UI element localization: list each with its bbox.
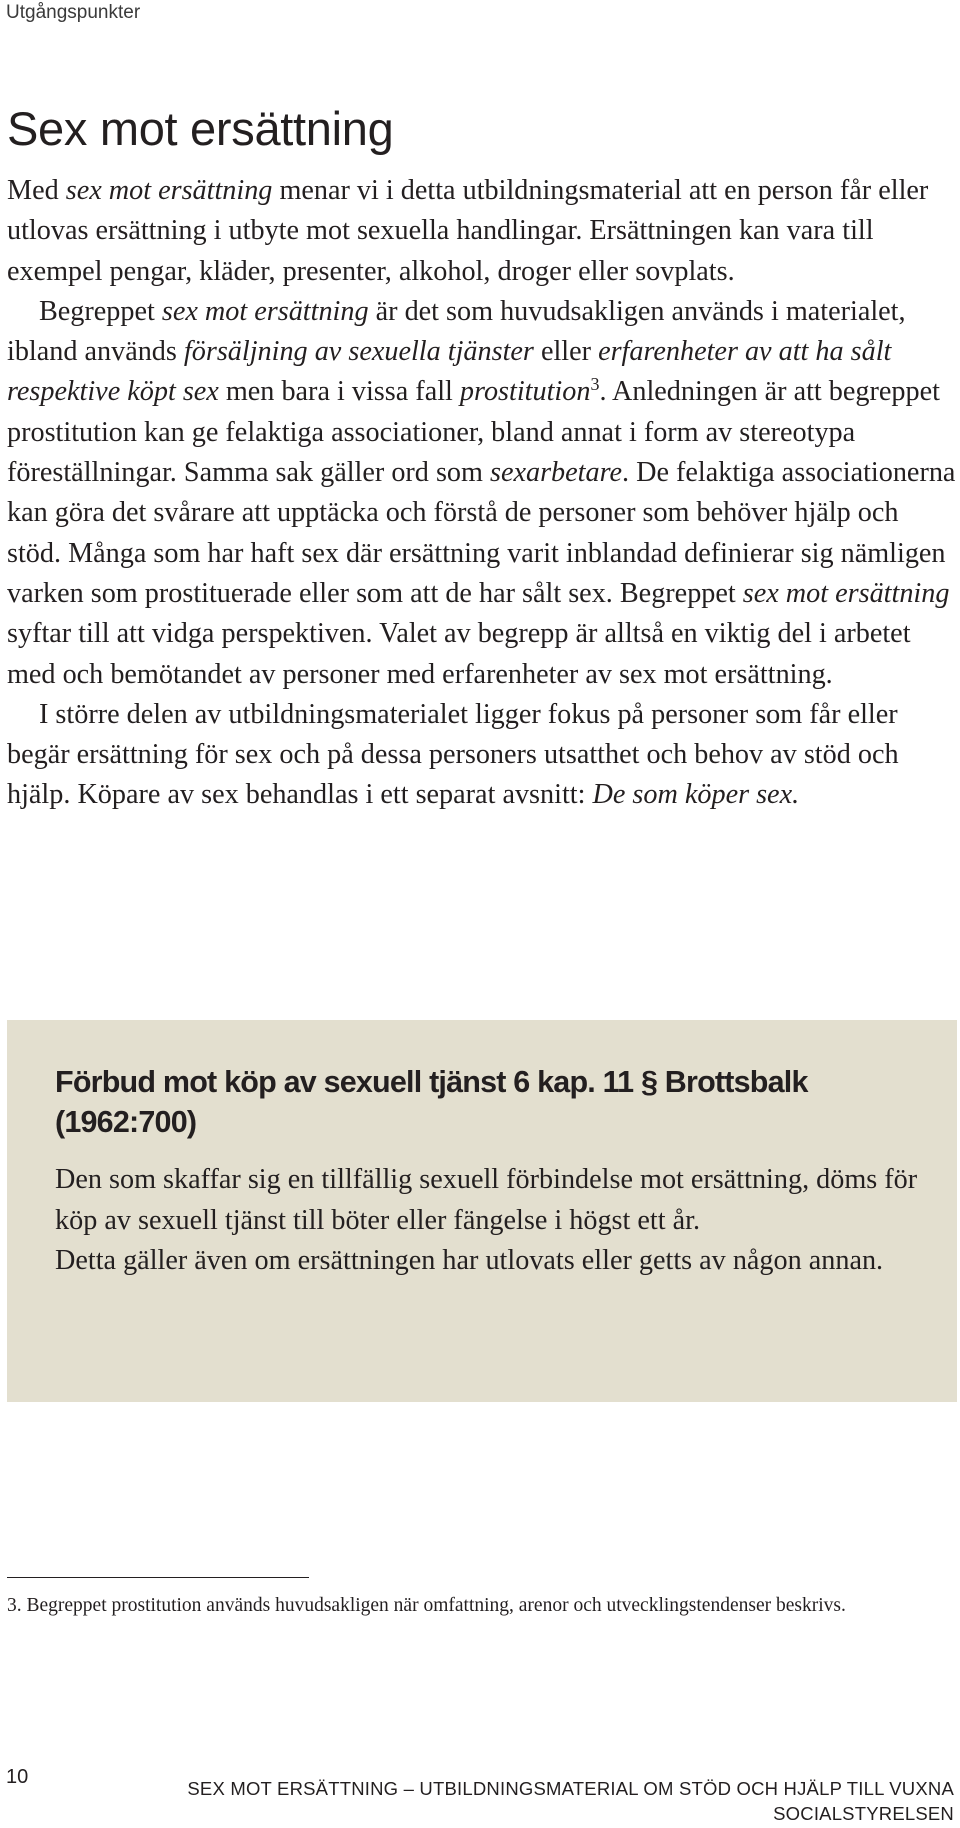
body-text: [7, 171, 957, 816]
footnote-reference[interactable]: 3: [590, 374, 600, 395]
text-run: . Anledningen är att begreppet prostitution kan ge felaktiga associationer, bland annat i form av stereotypa föreställningar. Samma sak gäller ord som: [7, 376, 940, 489]
emphasized-term: prostitution: [459, 376, 591, 408]
text-run: menar vi i detta utbildningsmaterial att en person får eller utlovas ersättning i utbyte mot sexuella handlingar. Ersättningen kan vara till exempel pengar, kläder, presenter, alkohol, droger eller sovplats.: [7, 175, 929, 287]
footnote-divider: [7, 1577, 309, 1578]
text-run: är det som huvudsakligen används i materialet, ibland används: [7, 295, 906, 368]
running-head: Utgångspunkter: [6, 2, 141, 23]
fact-box-line: Detta gäller även om ersättningen har utlovats eller getts av någon annan.: [55, 1245, 884, 1276]
text-run: Begreppet: [39, 295, 162, 327]
emphasized-term: sex mot ersättning: [65, 175, 273, 206]
page-title: Sex mot ersättning: [7, 102, 394, 155]
fact-box-line: Den som skaffar sig en tillfällig sexuell förbindelse mot ersättning, döms för köp av sexuell tjänst till böter eller fängelse i högst ett år.: [55, 1164, 918, 1236]
footnote-anchor: [460, 376, 600, 407]
fact-box-title: Förbud mot köp av sexuell tjänst 6 kap. 11 § Brottsbalk (1962:700): [55, 1065, 808, 1139]
emphasized-term: sex mot ersättning: [161, 295, 369, 327]
paragraph-terminology: [7, 292, 957, 695]
paragraph-focus: [7, 695, 957, 816]
text-run: I större delen av utbildningsmaterialet ligger fokus på personer som får eller begär ersättning för sex och på dessa personers utsatthet och behov av stöd och hjälp. Köpare av sex behandlas i ett separat avsnitt:: [7, 698, 899, 811]
section-reference: De som köper sex.: [592, 779, 800, 811]
emphasized-term: sex mot ersättning: [742, 577, 950, 609]
footer-organization: SOCIALSTYRELSEN: [773, 1803, 954, 1824]
paragraph-definition: [7, 171, 957, 292]
text-run: . De felaktiga associationerna kan göra det svårare att upptäcka och förstå de personer som behöver hjälp och stöd. Många som har haft sex där ersättning varit inblandad definierar sig nämligen varken som prostituerade eller som att de har sålt sex. Begreppet: [7, 457, 956, 609]
fact-box-text: [55, 1160, 945, 1282]
text-run: men bara i vissa fall: [218, 376, 460, 408]
footer-publication-title: SEX MOT ERSÄTTNING – UTBILDNINGSMATERIAL OM STÖD OCH HJÄLP TILL VUXNA: [187, 1778, 954, 1799]
page-number: 10: [6, 1766, 29, 1788]
text-run: Med: [7, 175, 66, 206]
text-run: syftar till att vidga perspektiven. Valet av begrepp är alltså en viktig del i arbetet med och bemötandet av personer med erfarenheter av sex mot ersättning.: [7, 618, 911, 690]
text-run: eller: [533, 336, 599, 368]
emphasized-term: sexarbetare: [490, 457, 623, 489]
emphasized-term: försäljning av sexuella tjänster: [183, 336, 534, 368]
law-fact-box: [7, 1020, 957, 1402]
footnote: 3. Begreppet prostitution används huvudsakligen när omfattning, arenor och utvecklingstendenser beskrivs.: [7, 1595, 846, 1616]
emphasized-term: erfarenheter av att ha sålt respektive köpt sex: [7, 336, 892, 408]
